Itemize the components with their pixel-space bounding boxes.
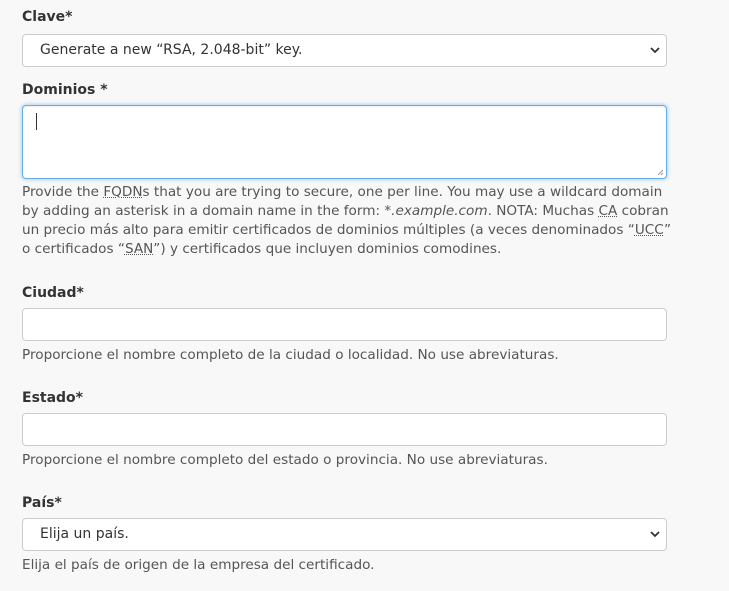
state-label: Estado* — [22, 390, 83, 406]
state-input[interactable] — [22, 413, 667, 446]
key-select[interactable] — [22, 34, 667, 67]
state-help: Proporcione el nombre completo del estado o provincia. No use abreviaturas. — [22, 452, 548, 468]
text-caret — [36, 113, 37, 130]
chevron-down-icon — [650, 529, 660, 539]
country-help: Elija el país de origen de la empresa del certificado. — [22, 557, 375, 573]
key-select-value: Generate a new “RSA, 2.048-bit” key. — [40, 42, 303, 58]
domains-label: Dominios * — [22, 82, 108, 98]
key-label: Clave* — [22, 9, 73, 25]
ca-abbr: CA — [598, 203, 618, 219]
country-select[interactable] — [22, 518, 667, 551]
ucc-abbr: UCC — [634, 222, 664, 238]
country-select-value: Elija un país. — [40, 526, 129, 542]
fqdn-abbr: FQDN — [103, 184, 143, 200]
resize-grip-icon[interactable] — [657, 169, 664, 176]
city-input[interactable] — [22, 308, 667, 341]
chevron-down-icon — [650, 45, 660, 55]
san-abbr: SAN — [124, 241, 154, 257]
domains-textarea[interactable] — [22, 105, 667, 179]
wildcard-example: *.example.com — [384, 203, 488, 219]
domains-help: Provide the FQDNs that you are trying to secure, one per line. You may use a wildcard domain by adding an asterisk in a domain name in the form: *.example.com. NOTA: Muchas CA cobran un precio más alto para emitir certificados de dominios múltiples (a veces denominados “UCC” o certificados “SAN”) y certificados que incluyen dominios comodines. — [22, 184, 672, 257]
country-label: País* — [22, 495, 62, 511]
city-help: Proporcione el nombre completo de la ciudad o localidad. No use abreviaturas. — [22, 347, 559, 363]
city-label: Ciudad* — [22, 285, 84, 301]
